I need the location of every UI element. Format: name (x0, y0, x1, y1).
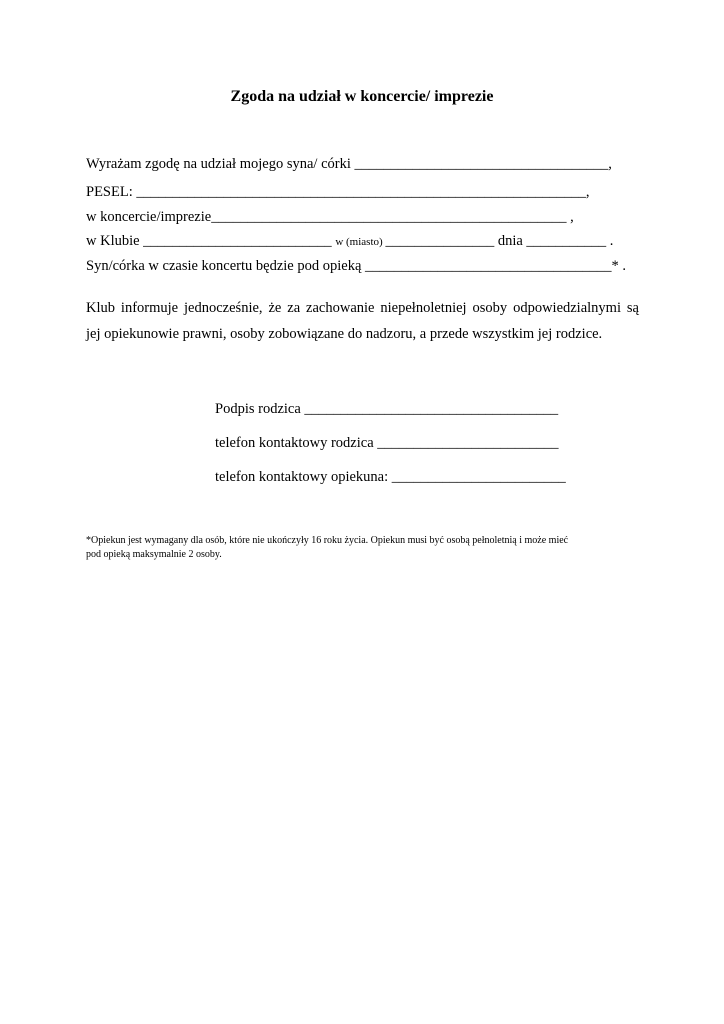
document-title: Zgoda na udział w koncercie/ imprezie (230, 88, 494, 105)
footnote-line-2: pod opieką maksymalnie 2 osoby. (86, 549, 222, 560)
consent-child-line: Wyrażam zgodę na udział mojego syna/ córki ___________________________________, (86, 156, 612, 172)
pesel-line: PESEL: ______________________________________________________________, (86, 184, 590, 200)
club-line (86, 232, 613, 251)
info-paragraph-line-2: jej opiekunowie prawni, osoby zobowiązane do nadzoru, a przede wszystkim jej rodzice. (86, 326, 603, 342)
guardian-line: Syn/córka w czasie koncertu będzie pod opieką __________________________________* . (86, 258, 627, 274)
guardian-phone-line: telefon kontaktowy opiekuna: ________________________ (215, 469, 566, 485)
club-line-city-label: (miasto) (343, 236, 386, 248)
parent-signature-line: Podpis rodzica ___________________________________ (215, 401, 559, 417)
club-line-w: w (335, 236, 344, 248)
footnote-line-1: *Opiekun jest wymagany dla osób, które nie ukończyły 16 roku życia. Opiekun musi być osobą pełnoletnią i może mieć (86, 535, 569, 546)
parent-phone-line: telefon kontaktowy rodzica _________________________ (215, 435, 559, 451)
club-line-prefix: w Klubie __________________________ (86, 233, 336, 249)
info-paragraph-line-1: Klub informuje jednocześnie, że za zachowanie niepełnoletniej osoby odpowiedzialnymi są (86, 300, 639, 316)
concert-line: w koncercie/imprezie_________________________________________________ , (86, 209, 574, 225)
club-line-suffix: _______________ dnia ___________ . (385, 233, 614, 249)
